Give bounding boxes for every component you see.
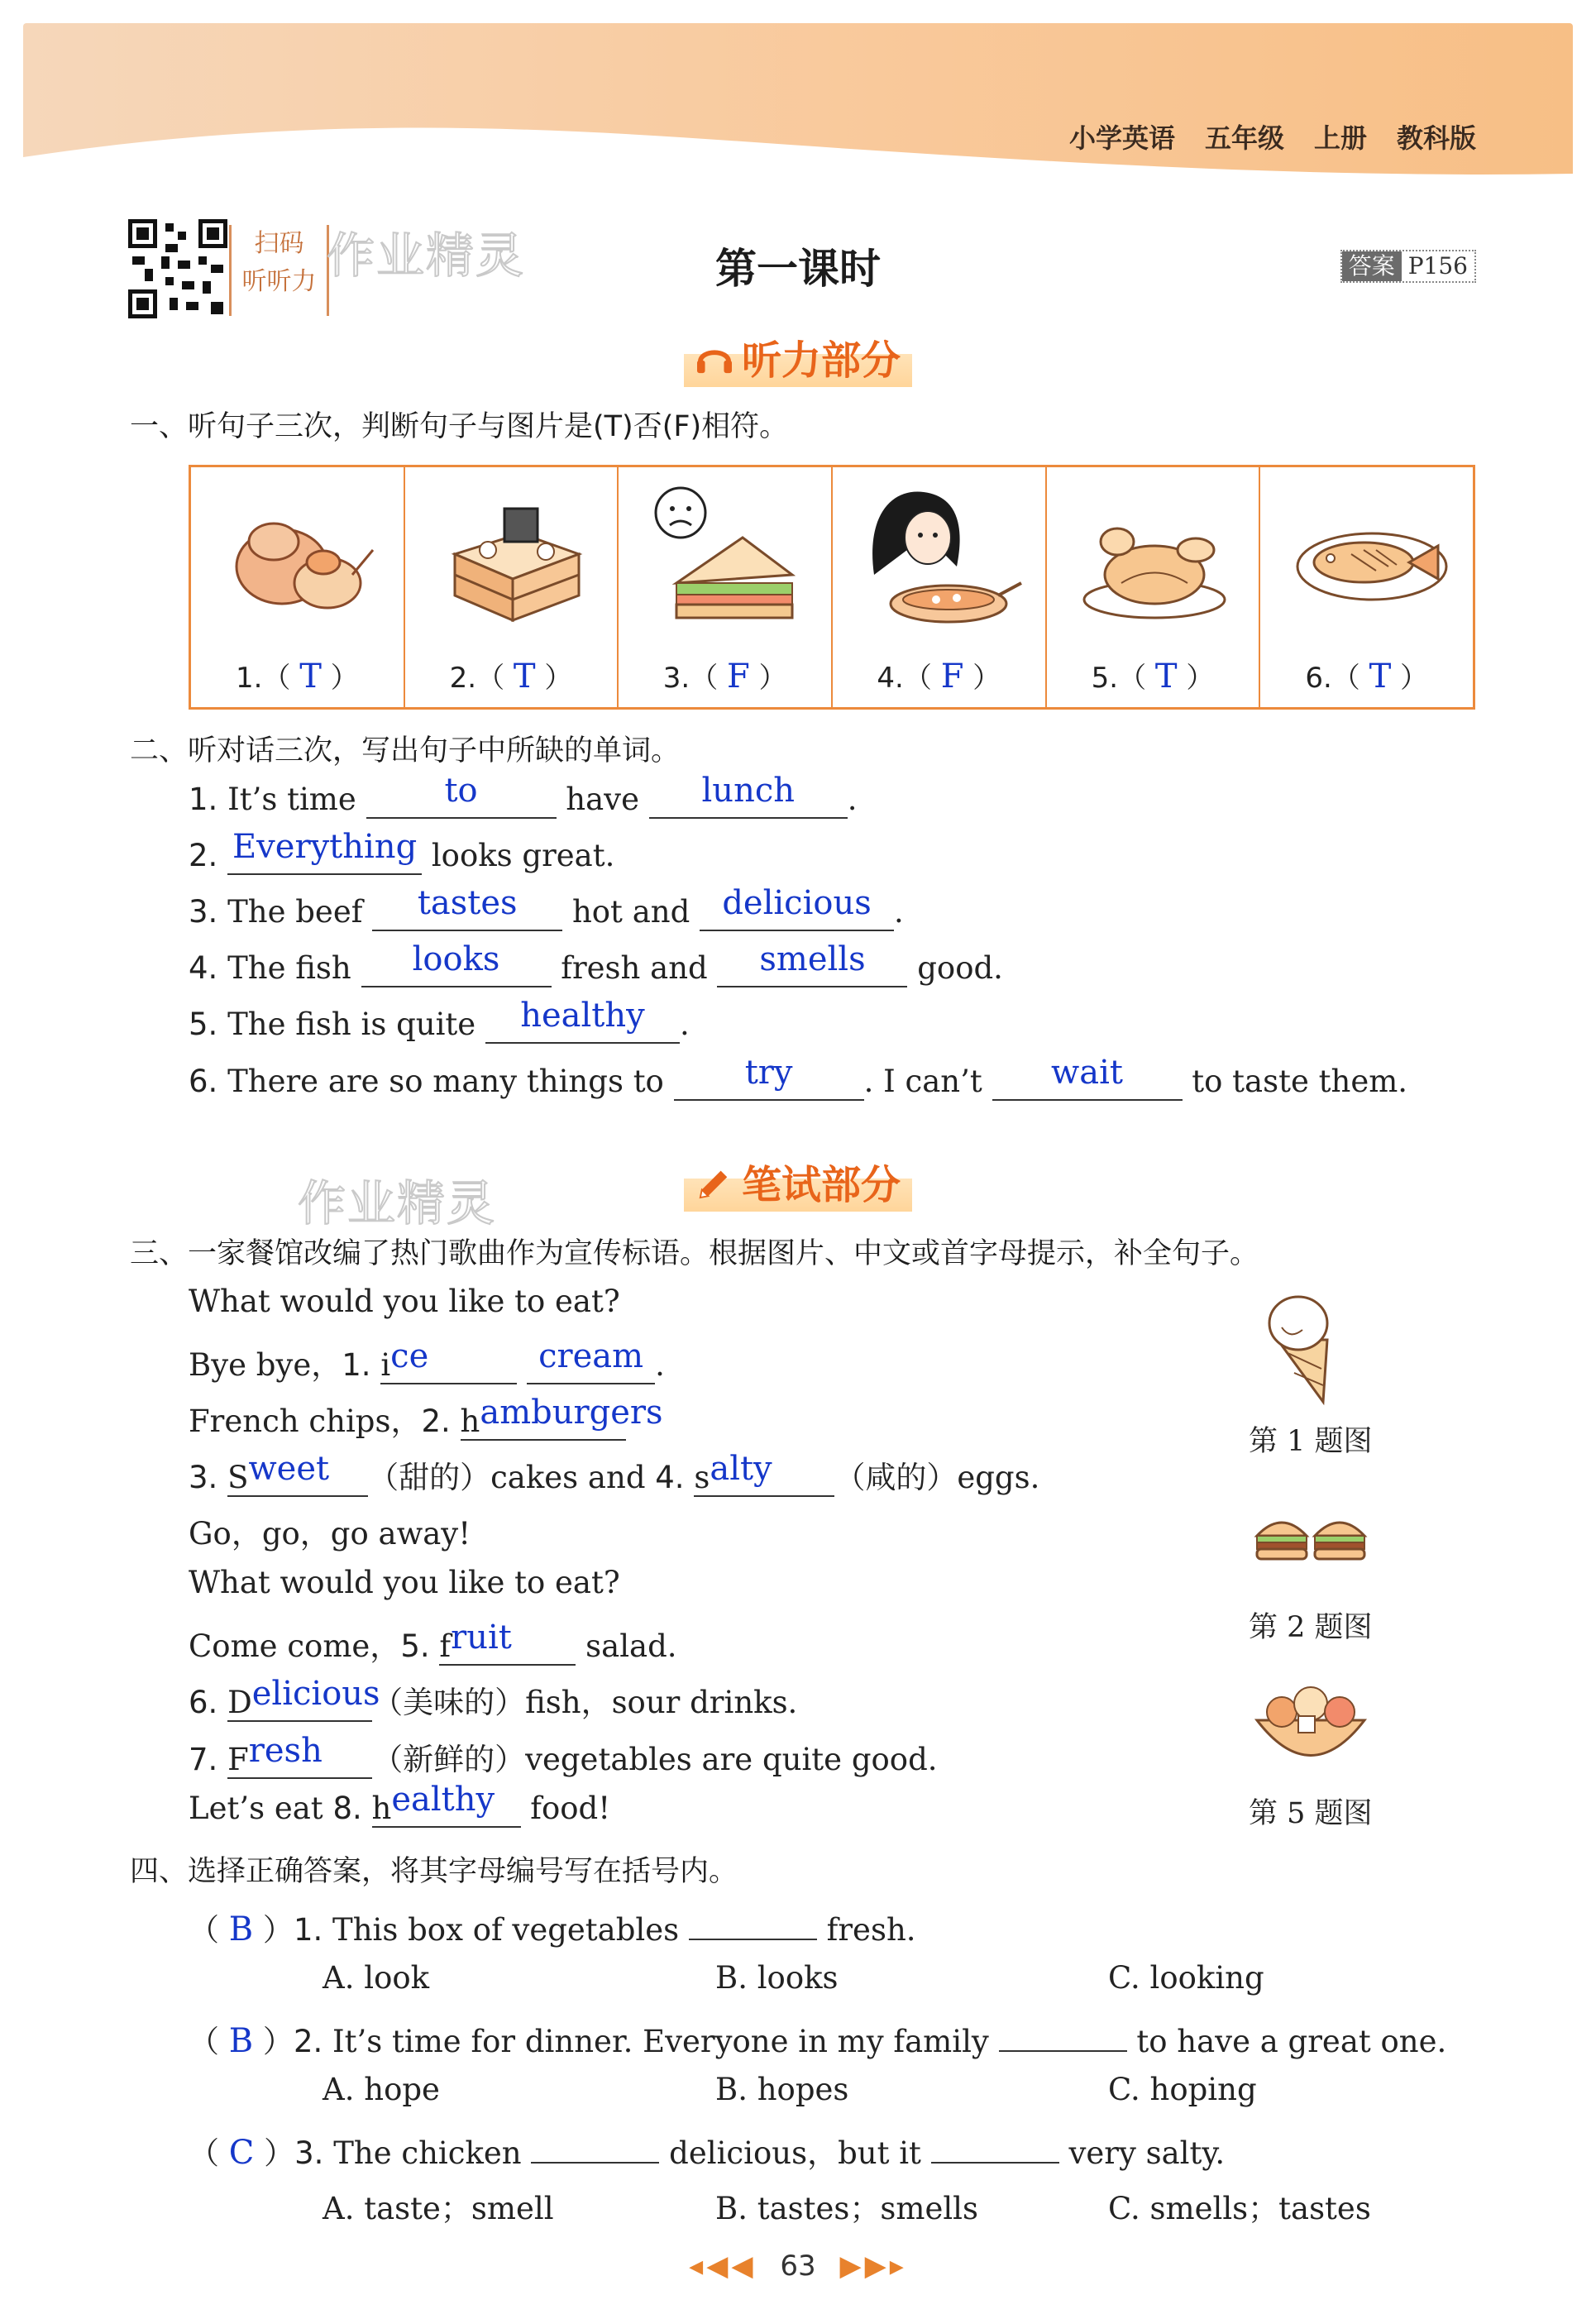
fish-icon: [1285, 484, 1450, 633]
q3-blank[interactable]: healthy: [372, 1791, 521, 1828]
q3-blank[interactable]: salty: [694, 1461, 834, 1497]
q4-blank: [531, 2160, 659, 2164]
q4-item-3: （ C ）3. The chicken delicious，but it very salty.: [189, 2134, 1226, 2172]
q4-opt-b[interactable]: B. hopes: [715, 2072, 849, 2107]
q1-item-label: 3.（ F ）: [662, 657, 787, 696]
header-subject: 小学英语: [1068, 122, 1175, 154]
q3-blank[interactable]: Fresh: [227, 1743, 372, 1779]
q3-line-1: What would you like to eat?: [189, 1284, 620, 1319]
cake-icon: [430, 484, 595, 633]
header-grade: 五年级: [1204, 122, 1284, 154]
q2-sentence-6: 6. There are so many things to try . I can’t wait to taste them.: [189, 1054, 1408, 1099]
q3-line-3: French chips，2. hamburgers: [189, 1394, 663, 1439]
caption-fig-5: 第 5 题图: [1249, 1797, 1373, 1830]
q4-opt-a[interactable]: A. look: [323, 1960, 430, 1996]
q2-title: 二、听对话三次，写出句子中所缺的单词。: [130, 734, 681, 767]
q4-opt-c[interactable]: C. smells；tastes: [1108, 2191, 1371, 2226]
header-volume: 上册: [1313, 122, 1367, 154]
q3-blank[interactable]: Delicious: [227, 1675, 380, 1720]
q3-blank[interactable]: hamburgers: [460, 1394, 663, 1439]
q4-blank: [999, 2049, 1127, 2052]
chicken-icon: [1072, 484, 1237, 633]
q3-line-4: 3. Sweet （甜的）cakes and 4. salty （咸的）eggs.: [189, 1450, 1040, 1495]
q3-title: 三、一家餐馆改编了热门歌曲作为宣传标语。根据图片、中文或首字母提示，补全句子。: [130, 1237, 1259, 1270]
caption-fig-2: 第 2 题图: [1249, 1611, 1373, 1644]
next-arrows-icon: ▶▶▸: [839, 2250, 907, 2283]
writing-heading-text: 笔试部分: [741, 1162, 901, 1208]
q3-blank[interactable]: Sweet: [227, 1461, 368, 1497]
answer-reference: [1340, 250, 1476, 283]
headphones-icon: [695, 340, 733, 375]
q1-item-label: 1.（ T ）: [235, 657, 359, 696]
sandwich-icon: [643, 484, 809, 633]
q3-line-6: What would you like to eat?: [189, 1565, 620, 1600]
listening-heading-text: 听力部分: [741, 337, 901, 384]
q1-cell: [405, 467, 619, 707]
q3-line-9: 7. Fresh （新鲜的）vegetables are quite good.: [189, 1732, 938, 1777]
page-number: [0, 2250, 1596, 2283]
q4-opt-a[interactable]: A. taste；smell: [323, 2191, 554, 2226]
header-edition: 教科版: [1396, 122, 1476, 154]
q2-blank[interactable]: wait: [992, 1064, 1183, 1101]
ice-cream-icon: [1257, 1290, 1348, 1406]
q4-item-2: （ B ）2. It’s time for dinner. Everyone in my family to have a great one.: [189, 2022, 1447, 2060]
q2-sentence-4: 4. The fish looks fresh and smells good.: [189, 940, 1003, 986]
q2-blank[interactable]: delicious: [700, 895, 894, 931]
q1-cell: [833, 467, 1047, 707]
watermark: 作业精灵: [327, 227, 526, 284]
q4-answer[interactable]: B: [228, 2022, 254, 2060]
lesson-title: 第一课时: [715, 245, 881, 293]
hamburgers-icon: [1253, 1509, 1369, 1567]
q4-opt-a[interactable]: A. hope: [323, 2072, 440, 2107]
q4-item-1: （ B ）1. This box of vegetables fresh.: [189, 1910, 916, 1948]
q4-answer[interactable]: B: [228, 1910, 254, 1948]
scan-line-1: 扫码: [254, 229, 304, 258]
q2-blank[interactable]: healthy: [485, 1007, 680, 1044]
q2-blank[interactable]: lunch: [649, 782, 848, 819]
q3-line-8: 6. Delicious（美味的）fish，sour drinks.: [189, 1675, 798, 1720]
q3-line-5: Go，go，go away!: [189, 1516, 471, 1552]
q4-opt-b[interactable]: B. looks: [715, 1960, 839, 1996]
answer-page: P156: [1407, 252, 1468, 280]
q4-opt-b[interactable]: B. tastes；smells: [715, 2191, 979, 2226]
watermark: 作业精灵: [298, 1175, 497, 1231]
pencil-icon: [695, 1164, 733, 1199]
salad-bowl-icon: [1249, 1675, 1373, 1774]
q2-sentence-1: 1. It’s time to have lunch .: [189, 772, 858, 817]
answer-tag: 答案: [1342, 251, 1402, 281]
q1-item-label: 2.（ T ）: [449, 657, 573, 696]
q1-cell: [191, 467, 405, 707]
q2-blank[interactable]: try: [674, 1064, 864, 1101]
q4-answer[interactable]: C: [228, 2134, 255, 2172]
page-number-text: 63: [780, 2250, 816, 2283]
q1-item-label: 5.（ T ）: [1091, 657, 1215, 696]
prev-arrows-icon: ◂◀◀: [689, 2250, 757, 2283]
q3-blank[interactable]: fruit: [439, 1629, 576, 1666]
listening-heading: [0, 327, 1596, 387]
q4-blank: [689, 1937, 817, 1940]
q1-cell: [619, 467, 833, 707]
vegetables-icon: [216, 484, 381, 633]
q4-title: 四、选择正确答案，将其字母编号写在括号内。: [130, 1855, 738, 1888]
writing-heading: [0, 1151, 1596, 1212]
q3-blank[interactable]: ice: [380, 1348, 517, 1384]
q2-blank[interactable]: looks: [361, 951, 552, 987]
q1-cell: [1047, 467, 1261, 707]
q1-item-label: 4.（ F ）: [877, 657, 1001, 696]
scan-line-2: 听听力: [241, 267, 317, 296]
q2-sentence-2: 2. Everything looks great.: [189, 828, 615, 873]
q1-picture-table: [189, 465, 1475, 710]
q1-item-label: 6.（ T ）: [1305, 657, 1429, 696]
girl-soup-icon: [858, 484, 1023, 633]
q3-line-7: Come come，5. fruit salad.: [189, 1619, 677, 1664]
q4-blank: [931, 2160, 1059, 2164]
q1-cell: [1260, 467, 1473, 707]
q4-opt-c[interactable]: C. hoping: [1108, 2072, 1257, 2107]
q2-sentence-5: 5. The fish is quite healthy .: [189, 997, 690, 1042]
q3-line-2: Bye bye，1. ice cream .: [189, 1337, 665, 1383]
q1-title: 一、听句子三次，判断句子与图片是(T)否(F)相符。: [130, 410, 789, 443]
q2-blank[interactable]: Everything: [227, 839, 422, 875]
q2-blank[interactable]: to: [366, 782, 557, 819]
q2-sentence-3: 3. The beef tastes hot and delicious .: [189, 884, 904, 930]
q3-blank[interactable]: cream: [527, 1348, 655, 1384]
q3-line-10: Let’s eat 8. healthy food!: [189, 1781, 611, 1826]
q4-opt-c[interactable]: C. looking: [1108, 1960, 1264, 1996]
q2-blank[interactable]: smells: [717, 951, 907, 987]
header-meta: [1069, 117, 1476, 155]
caption-fig-1: 第 1 题图: [1249, 1425, 1373, 1458]
q2-blank[interactable]: tastes: [372, 895, 562, 931]
